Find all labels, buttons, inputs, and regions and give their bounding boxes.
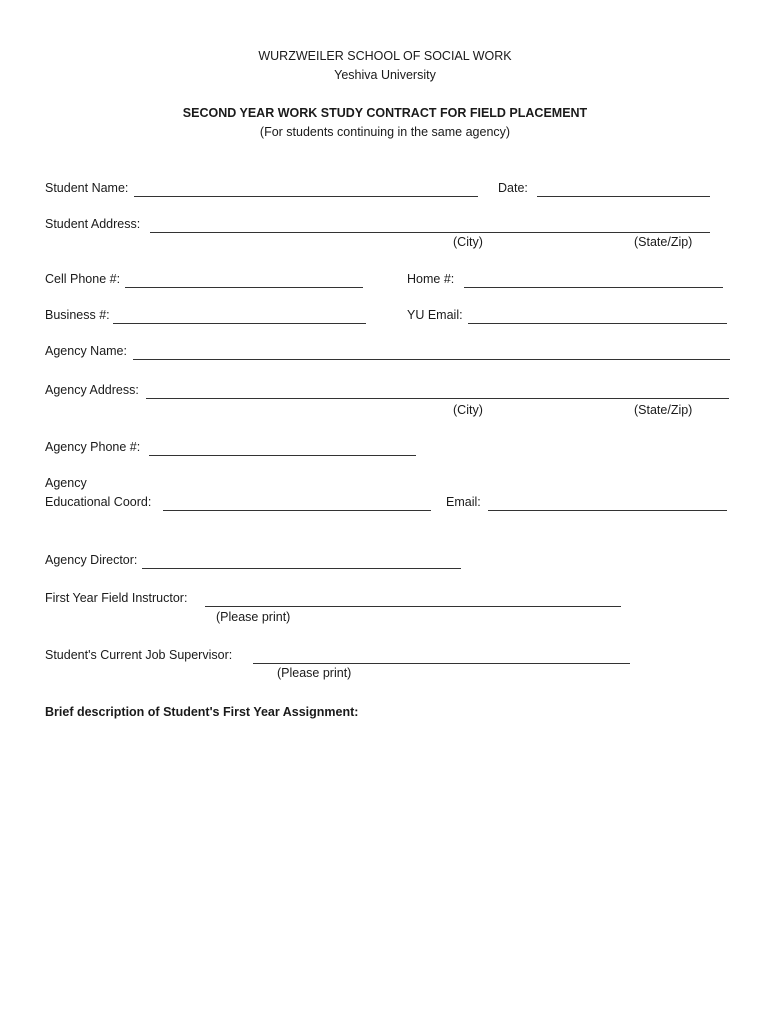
date-field[interactable]: [537, 178, 710, 197]
yu-email-field[interactable]: [468, 305, 727, 324]
student-name-label: Student Name:: [45, 181, 129, 195]
cell-phone-label: Cell Phone #:: [45, 272, 121, 286]
student-address-label: Student Address:: [45, 217, 141, 231]
agency-phone-field[interactable]: [149, 437, 416, 456]
coord-email-field[interactable]: [488, 492, 727, 511]
brief-description-area[interactable]: [45, 728, 725, 988]
job-supervisor-label: Student's Current Job Supervisor:: [45, 648, 233, 662]
agency-city-hint: (City): [453, 403, 483, 417]
agency-director-field[interactable]: [142, 550, 461, 569]
school-name: WURZWEILER SCHOOL OF SOCIAL WORK: [258, 49, 512, 63]
cell-phone-field[interactable]: [125, 269, 363, 288]
educational-coord-field[interactable]: [163, 492, 431, 511]
supervisor-please-print-hint: (Please print): [277, 666, 352, 680]
form-title: SECOND YEAR WORK STUDY CONTRACT FOR FIELD PLACEMENT: [182, 106, 588, 120]
agency-state-zip-hint: (State/Zip): [634, 403, 693, 417]
agency-label: Agency: [45, 476, 87, 490]
home-phone-label: Home #:: [407, 272, 455, 286]
educational-coord-label: Educational Coord:: [45, 495, 152, 509]
date-label: Date:: [498, 181, 528, 195]
agency-director-label: Agency Director:: [45, 553, 138, 567]
student-state-zip-hint: (State/Zip): [634, 235, 693, 249]
agency-name-field[interactable]: [133, 341, 730, 360]
student-name-field[interactable]: [134, 178, 478, 197]
university-name: Yeshiva University: [334, 68, 436, 82]
job-supervisor-field[interactable]: [253, 645, 630, 664]
first-year-instructor-label: First Year Field Instructor:: [45, 591, 188, 605]
agency-address-field[interactable]: [146, 380, 729, 399]
agency-address-label: Agency Address:: [45, 383, 139, 397]
student-address-field[interactable]: [150, 214, 710, 233]
yu-email-label: YU Email:: [407, 308, 463, 322]
instructor-please-print-hint: (Please print): [216, 610, 291, 624]
form-subtitle: (For students continuing in the same agency): [259, 125, 511, 139]
business-phone-field[interactable]: [113, 305, 366, 324]
agency-phone-label: Agency Phone #:: [45, 440, 141, 454]
first-year-instructor-field[interactable]: [205, 588, 621, 607]
brief-description-label: Brief description of Student's First Year Assignment:: [45, 705, 359, 719]
business-phone-label: Business #:: [45, 308, 110, 322]
student-city-hint: (City): [453, 235, 483, 249]
home-phone-field[interactable]: [464, 269, 723, 288]
agency-name-label: Agency Name:: [45, 344, 127, 358]
coord-email-label: Email:: [446, 495, 481, 509]
